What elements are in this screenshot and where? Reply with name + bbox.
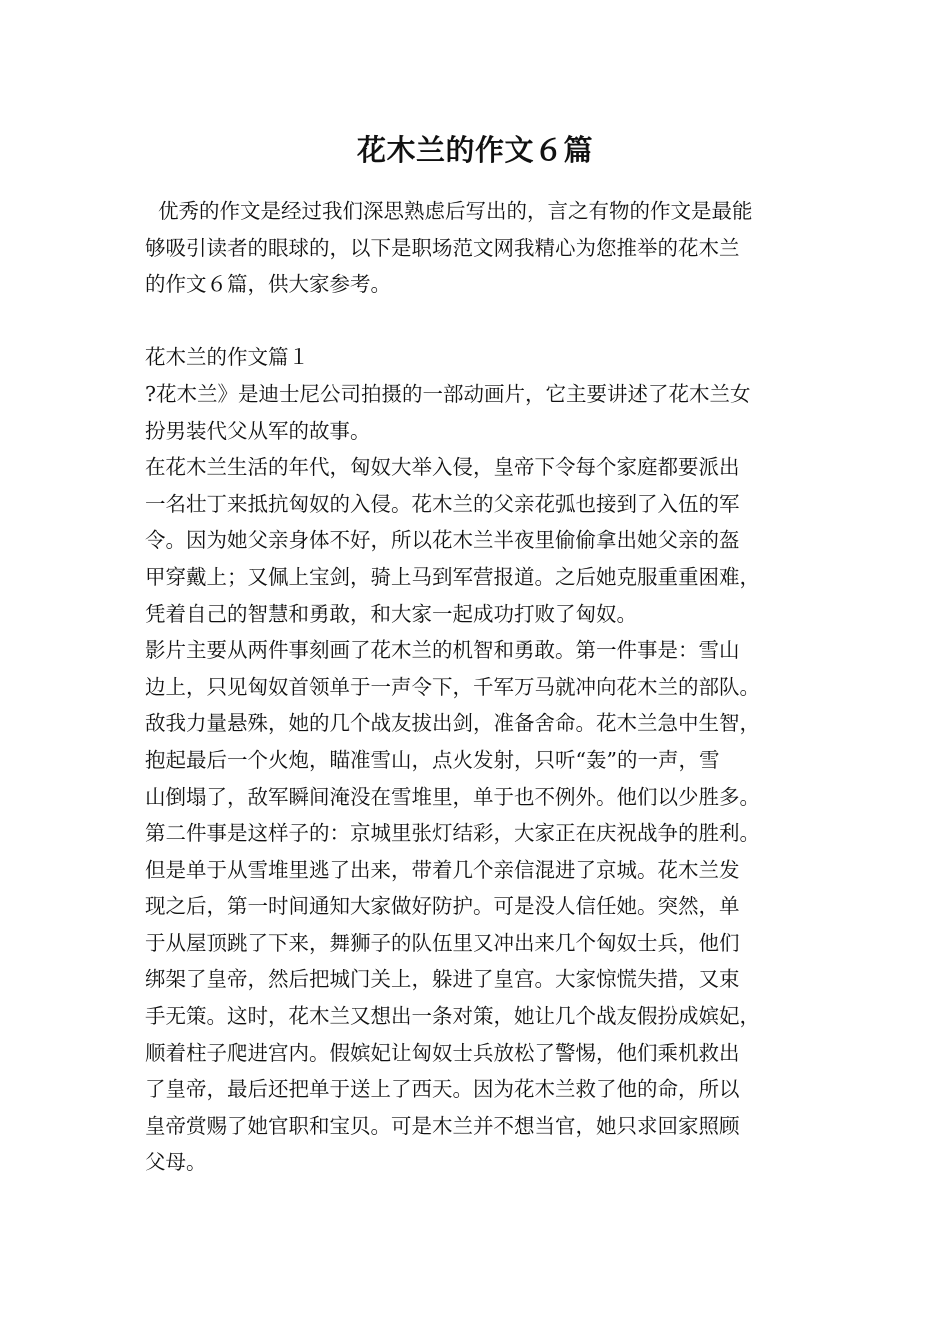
body-line: 令。因为她父亲身体不好，所以花木兰半夜里偷偷拿出她父亲的盔 <box>145 528 740 553</box>
body-line: 手无策。这时，花木兰又想出一条对策，她让几个战友假扮成嫔妃， <box>145 1004 760 1029</box>
body-line: ?花木兰》是迪士尼公司拍摄的一部动画片，它主要讲述了花木兰女 <box>145 381 751 406</box>
body-line: 敌我力量悬殊，她的几个战友拔出剑，准备舍命。花木兰急中生智， <box>145 711 760 736</box>
intro-line: 够吸引读者的眼球的，以下是职场范文网我精心为您推举的花木兰 <box>145 235 740 260</box>
body-line: 现之后，第一时间通知大家做好防护。可是没人信任她。突然，单 <box>145 894 740 919</box>
body-line: 甲穿戴上；又佩上宝剑，骑上马到军营报道。之后她克服重重困难， <box>145 564 760 589</box>
body-line: 扮男装代父从军的故事。 <box>145 418 371 443</box>
body-line: 皇帝赏赐了她官职和宝贝。可是木兰并不想当官，她只求回家照顾 <box>145 1113 740 1138</box>
body-line: 第二件事是这样子的：京城里张灯结彩，大家正在庆祝战争的胜利。 <box>145 821 760 846</box>
document-body <box>145 193 807 1181</box>
body-line: 于从屋顶跳了下来，舞狮子的队伍里又冲出来几个匈奴士兵，他们 <box>145 930 740 955</box>
body-line: 一名壮丁来抵抗匈奴的入侵。花木兰的父亲花弧也接到了入伍的军 <box>145 491 740 516</box>
section-heading: 花木兰的作文篇１ <box>145 345 309 370</box>
intro-line: 优秀的作文是经过我们深思熟虑后写出的，言之有物的作文是最能 <box>145 199 753 223</box>
body-line: 影片主要从两件事刻画了花木兰的机智和勇敢。第一件事是：雪山 <box>145 638 740 663</box>
document-title: 花木兰的作文６篇 <box>356 133 593 167</box>
paragraph-spacer <box>145 303 807 340</box>
body-line: 顺着柱子爬进宫内。假嫔妃让匈奴士兵放松了警惕，他们乘机救出 <box>145 1040 740 1065</box>
body-line: 山倒塌了，敌军瞬间淹没在雪堆里，单于也不例外。他们以少胜多。 <box>145 784 760 809</box>
body-line: 绑架了皇帝，然后把城门关上，躲进了皇宫。大家惊慌失措，又束 <box>145 967 740 992</box>
body-line: 凭着自己的智慧和勇敢，和大家一起成功打败了匈奴。 <box>145 601 637 626</box>
body-line: 父母。 <box>145 1150 207 1175</box>
body-line: 在花木兰生活的年代，匈奴大举入侵，皇帝下令每个家庭都要派出 <box>145 455 740 480</box>
body-line: 边上，只见匈奴首领单于一声令下，千军万马就冲向花木兰的部队。 <box>145 674 760 699</box>
body-line: 了皇帝，最后还把单于送上了西天。因为花木兰救了他的命，所以 <box>145 1077 740 1102</box>
body-line: 抱起最后一个火炮，瞄准雪山，点火发射，只听“轰”的一声，雪 <box>145 747 720 772</box>
intro-line: 的作文６篇，供大家参考。 <box>145 272 391 297</box>
body-line: 但是单于从雪堆里逃了出来，带着几个亲信混进了京城。花木兰发 <box>145 857 740 882</box>
